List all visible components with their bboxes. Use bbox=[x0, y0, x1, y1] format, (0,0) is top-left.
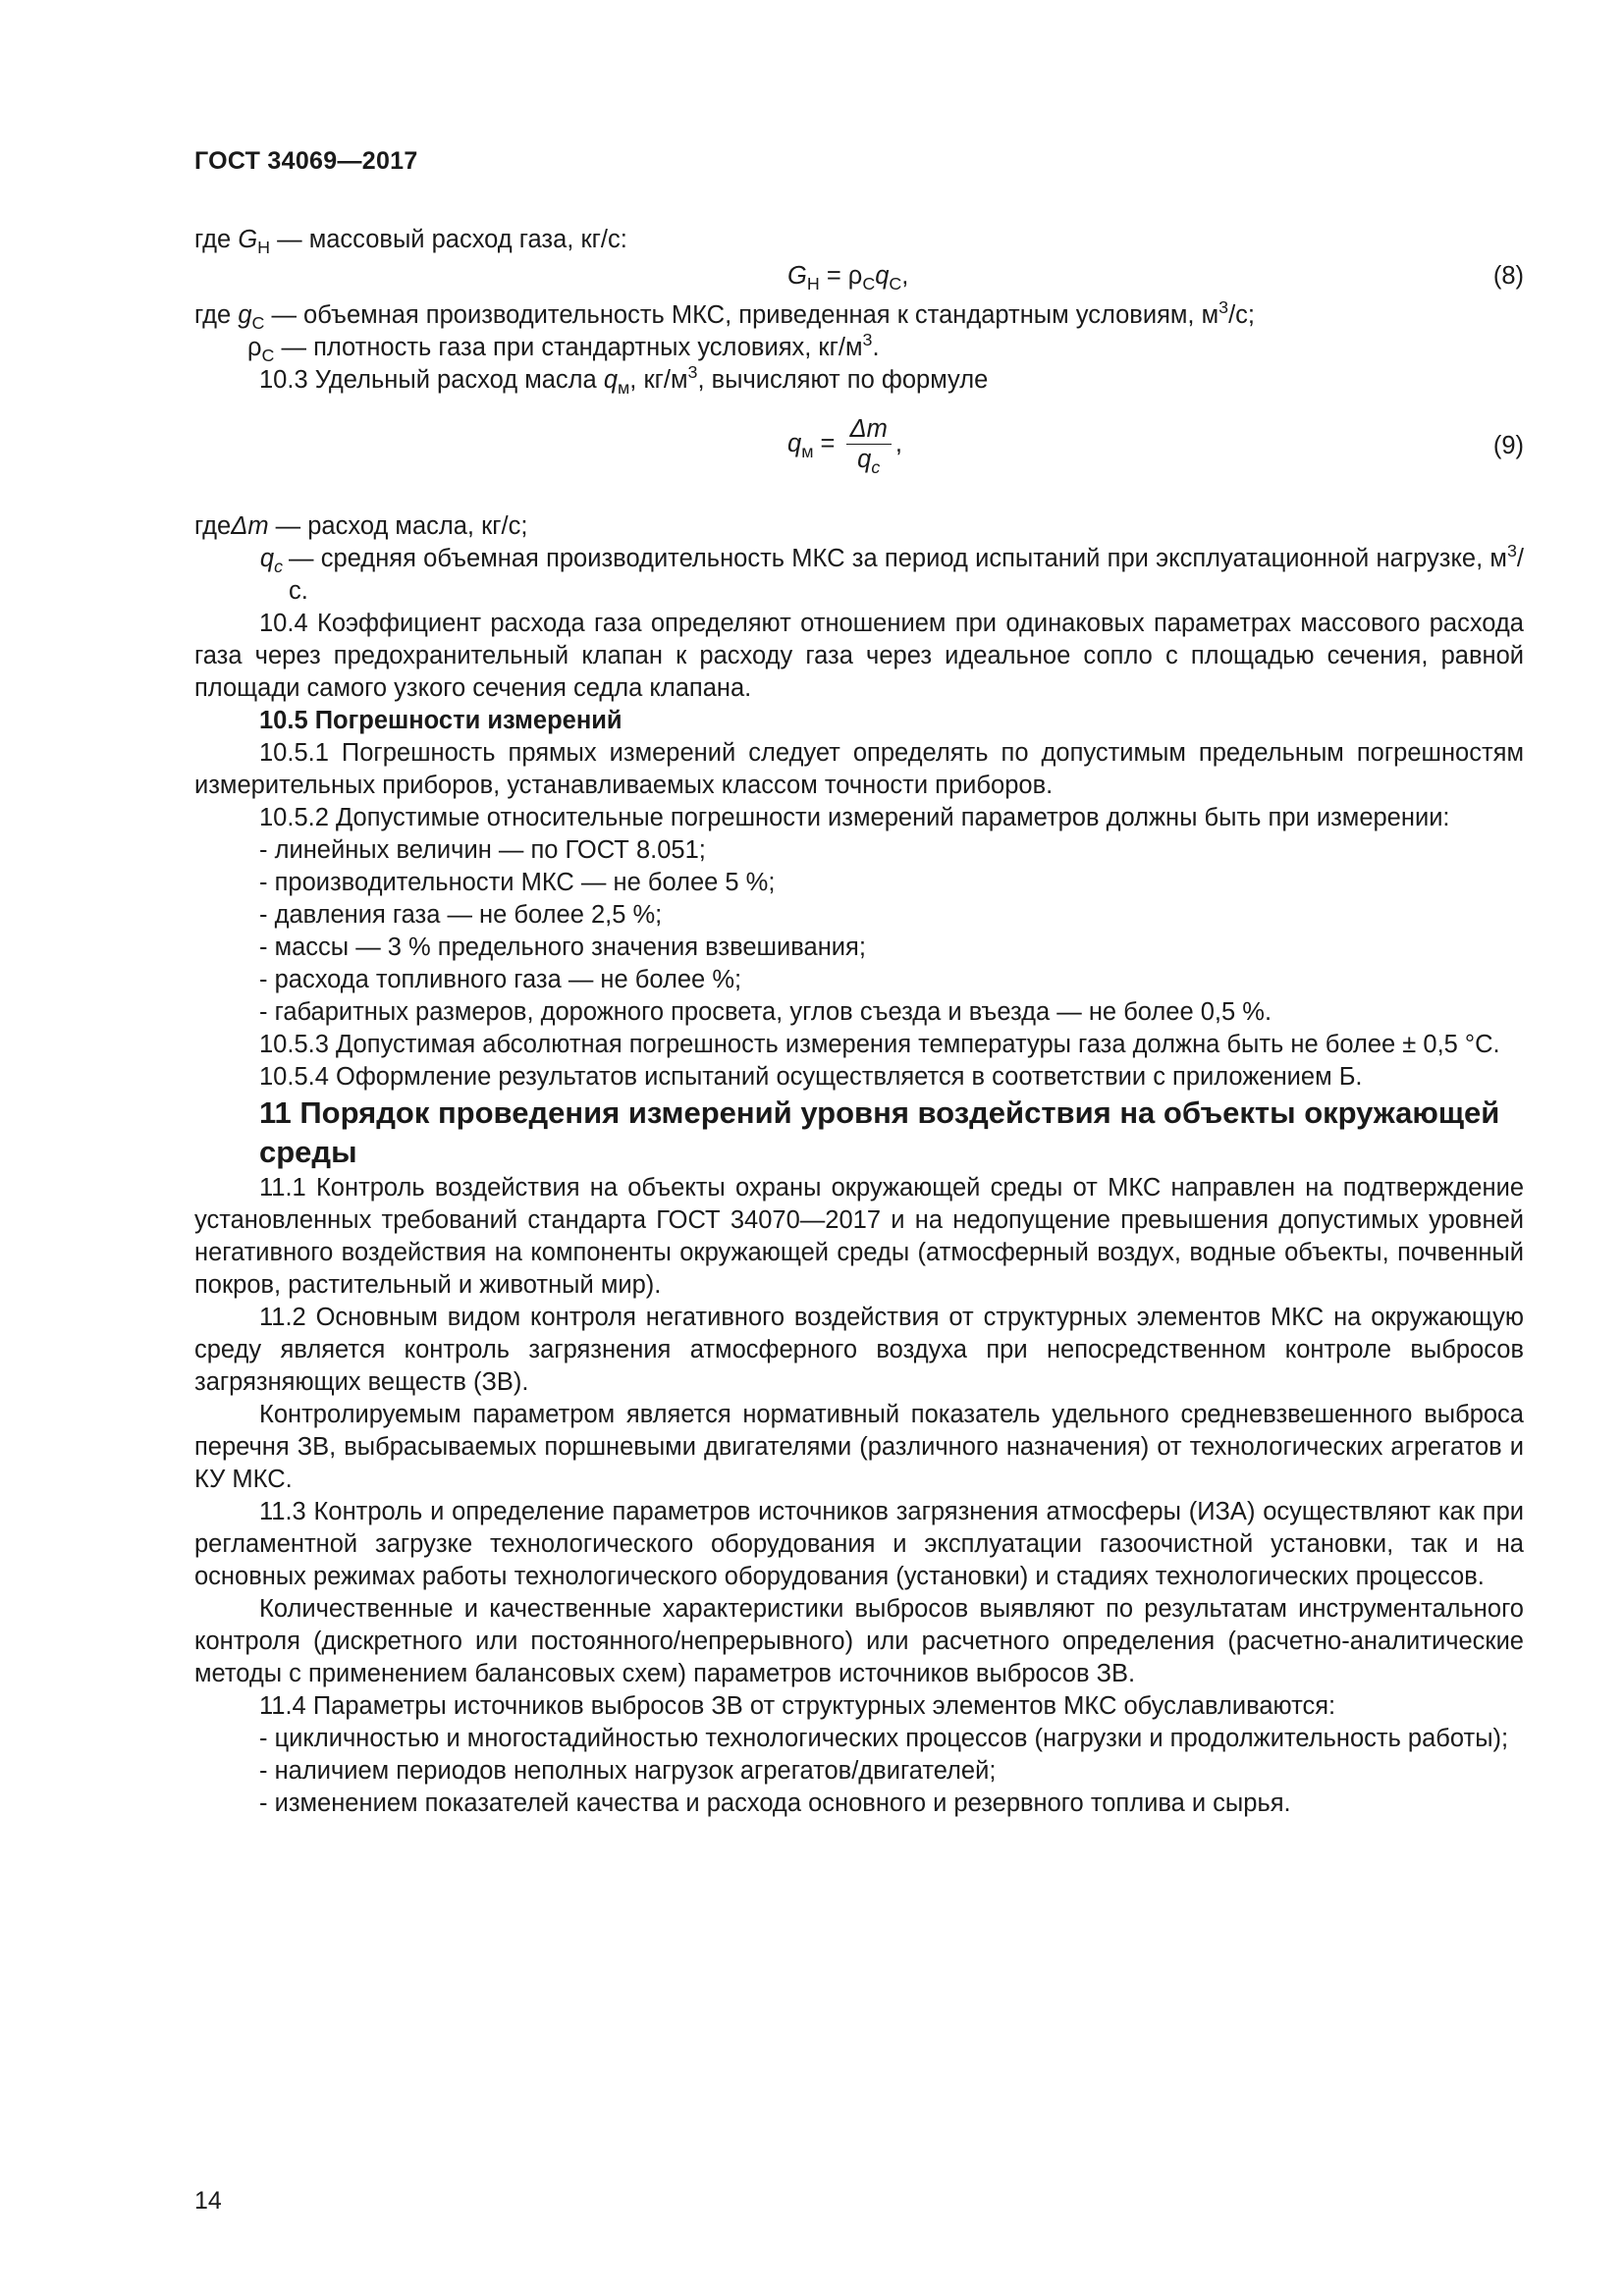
list-item: - изменением показателей качества и расхода основного и резервного топлива и сырья. bbox=[259, 1789, 1291, 1817]
paragraph-11-4: 11.4 Параметры источников выбросов ЗВ от структурных элементов МКС обуславливаются: bbox=[259, 1692, 1336, 1720]
paragraph-10-5-3: 10.5.3 Допустимая абсолютная погрешность измерения температуры газа должна быть не более ± 0,5 °С. bbox=[259, 1031, 1500, 1058]
paragraph-10-3: 10.3 Удельный расход масла $q_м$, $кг/м^3$, вычисляют по формуле bbox=[259, 362, 989, 399]
equation-8-expression: $G_H = \rho_Cq_C$, bbox=[787, 262, 909, 294]
equation-9-fraction: $\frac{\Delta m}{q_c}$ bbox=[846, 414, 892, 474]
paragraph-11-1: 11.1 Контроль воздействия на объекты охраны окружающей среды от МКС направлен на подтверждение установленных требований стандарта ГОСТ 34070—2017 и на недопущение превышения допустимых уровней негативного воздействия на компоненты окружающей среды (атмосферный воздух, водные объекты, почвенный покров, растительный и животный мир). bbox=[194, 1174, 1524, 1299]
equation-9-number: (9) bbox=[1492, 432, 1524, 459]
paragraph-10-5-1: 10.5.1 Погрешность прямых измерений следует определять по допустимым предельным погрешностям измерительных приборов, устанавливаемых классом точности приборов. bbox=[194, 739, 1524, 799]
list-item: - габаритных размеров, дорожного просвета, углов съезда и въезда — не более 0,5 %. bbox=[259, 998, 1272, 1026]
list-item: - наличием периодов неполных нагрузок агрегатов/двигателей; bbox=[259, 1757, 997, 1785]
paragraph-11-3: 11.3 Контроль и определение параметров источников загрязнения атмосферы (ИЗА) осуществляют как при регламентной загрузке технологического оборудования и эксплуатации газоочистной установки, так и на основных режимах работы технологического оборудования (установки) и стадиях технологических процессов. bbox=[194, 1498, 1524, 1590]
equation-8 bbox=[194, 256, 1524, 299]
subsection-heading-10-5: 10.5 Погрешности измерений bbox=[259, 707, 623, 734]
page-number: 14 bbox=[194, 2187, 222, 2215]
eq8-intro: где $G_H$ — массовый расход газа, кг/с: bbox=[194, 226, 627, 258]
definition-gc: где $g_C$ — объемная производительность МКС, приведенная к стандартным условиям, $м^3/с$; bbox=[194, 297, 1255, 334]
paragraph-10-5-2: 10.5.2 Допустимые относительные погрешности измерений параметров должны быть при измерении: bbox=[259, 804, 1450, 831]
definition-rho: $\rho_C$ — плотность газа при стандартных условиях, $кг/м^3$. bbox=[247, 330, 880, 366]
list-item: - расхода топливного газа — не более %; bbox=[259, 966, 742, 993]
list-item: - массы — 3 % предельного значения взвешивания; bbox=[259, 934, 866, 961]
section-heading-11: 11 Порядок проведения измерений уровня воздействия на объекты окружающей среды bbox=[259, 1095, 1500, 1169]
paragraph-10-4: 10.4 Коэффициент расхода газа определяют отношением при одинаковых параметрах массового расхода газа через предохранительный клапан к расходу газа через идеальное сопло с площадью сечения, равной площади самого узкого сечения седла клапана. bbox=[194, 610, 1524, 702]
list-item: - производительности МКС — не более 5 %; bbox=[259, 869, 776, 896]
list-item: - цикличностью и многостадийностью технологических процессов (нагрузки и продолжительность работы); bbox=[259, 1725, 1509, 1752]
equation-8-number: (8) bbox=[1492, 262, 1524, 290]
equation-9-expression: $q_м$ = $\frac{\Delta m}{q_c}$ , bbox=[787, 415, 902, 478]
equation-9 bbox=[194, 410, 1524, 489]
paragraph-11-3b: Количественные и качественные характеристики выбросов выявляют по результатам инструментального контроля (дискретного или постоянного/непрерывного) или расчетного определения (расчетно-аналитические методы с применением балансовых схем) параметров источников выбросов ЗВ. bbox=[194, 1595, 1524, 1687]
list-item: - линейных величин — по ГОСТ 8.051; bbox=[259, 836, 706, 864]
definition-dm: гдеΔm — расход масла, кг/с; bbox=[194, 512, 528, 540]
paragraph-10-5-4: 10.5.4 Оформление результатов испытаний осуществляется в соответствии с приложением Б. bbox=[259, 1063, 1363, 1091]
definition-qc: $q_c$ — средняя объемная производительность МКС за период испытаний при эксплуатационной нагрузке, $м^3/с$. bbox=[259, 541, 1524, 605]
list-item: - давления газа — не более 2,5 %; bbox=[259, 901, 663, 929]
paragraph-11-2b: Контролируемым параметром является нормативный показатель удельного средневзвешенного выброса перечня ЗВ, выбрасываемых поршневыми двигателями (различного назначения) от технологических агрегатов и КУ МКС. bbox=[194, 1401, 1524, 1493]
paragraph-11-2: 11.2 Основным видом контроля негативного воздействия от структурных элементов МКС на окружающую среду является контроль загрязнения атмосферного воздуха при непосредственном контроле выбросов загрязняющих веществ (ЗВ). bbox=[194, 1304, 1524, 1396]
document-header: ГОСТ 34069—2017 bbox=[194, 147, 418, 175]
document-body bbox=[194, 224, 1524, 1820]
